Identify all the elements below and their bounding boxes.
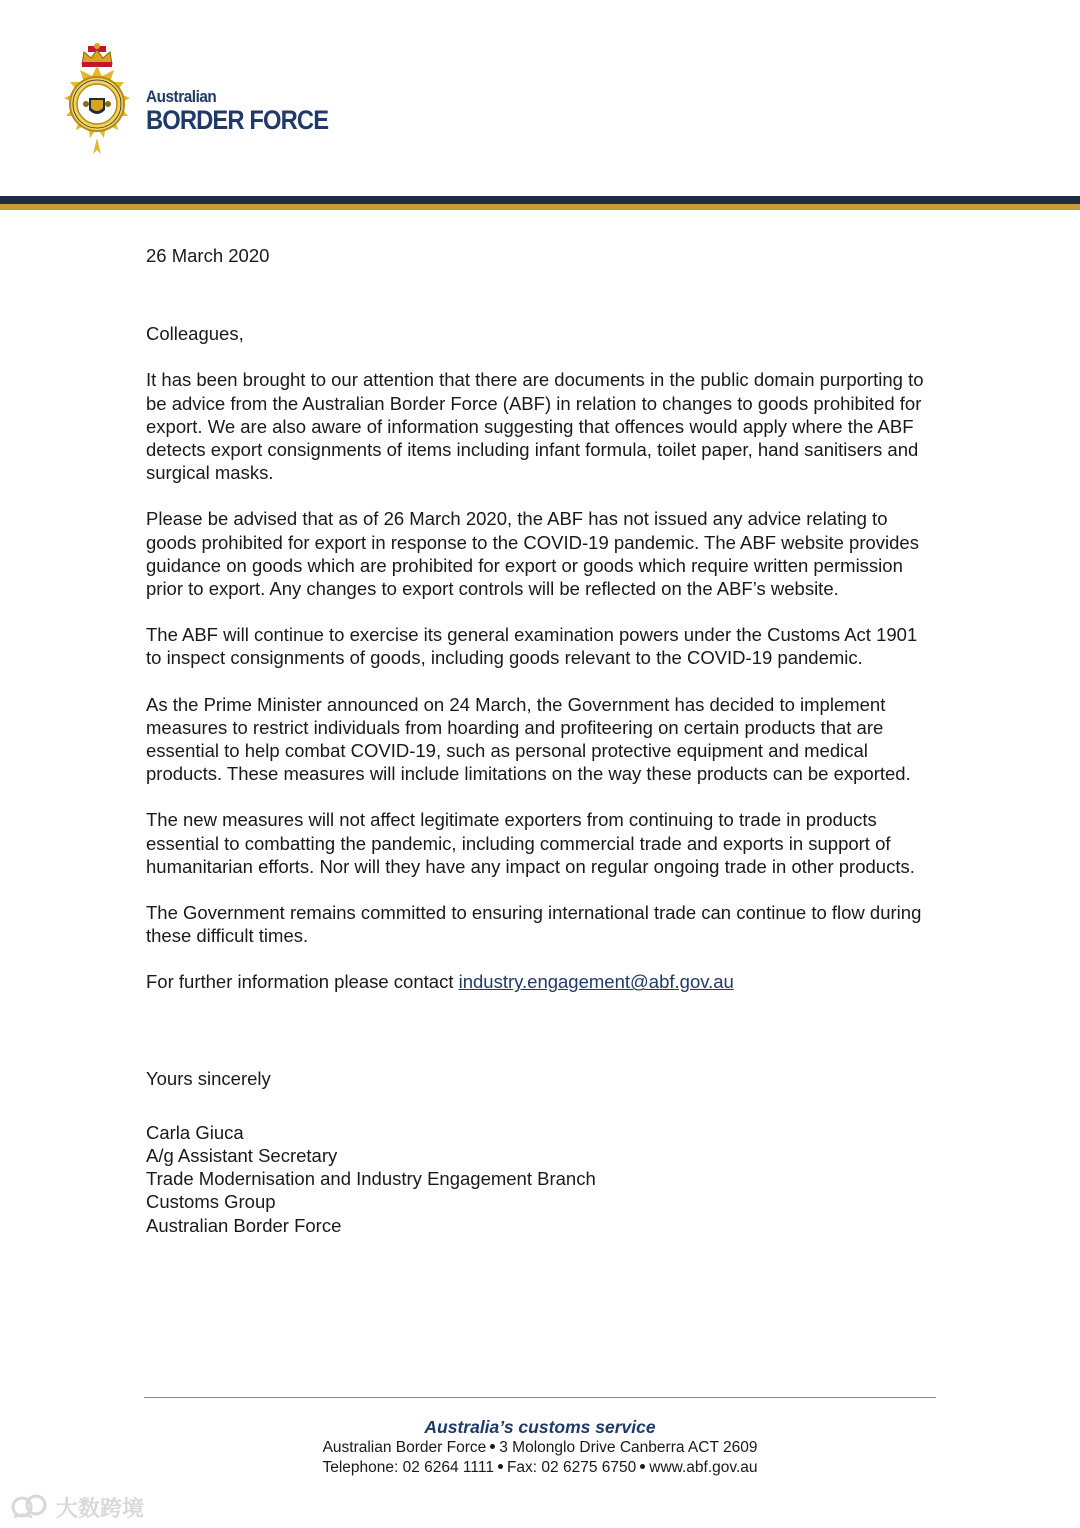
letter-salutation: Colleagues, <box>146 323 244 345</box>
footer-phone: Telephone: 02 6264 1111 <box>322 1459 494 1476</box>
contact-email-link[interactable]: industry.engagement@abf.gov.au <box>458 971 734 993</box>
signatory-name: Carla Giuca <box>146 1121 244 1143</box>
bullet-icon <box>498 1464 503 1469</box>
watermark-text: 大数跨境 <box>56 1495 145 1521</box>
closing: Yours sincerely <box>146 1067 271 1089</box>
letter-date: 26 March 2020 <box>146 245 270 266</box>
watermark <box>10 1490 144 1524</box>
signature-block <box>146 1121 936 1237</box>
letter-body <box>146 244 936 1237</box>
footer-street: 3 Molonglo Drive Canberra ACT 2609 <box>499 1439 758 1456</box>
header-rule-navy <box>0 196 1080 204</box>
footer-contact <box>0 1458 1080 1478</box>
contact-line <box>146 970 936 993</box>
footer-tagline: Australia’s customs service <box>424 1417 656 1437</box>
paragraph: The ABF will continue to exercise its general examination powers under the Customs Act 1901 to inspect consignments of goods, including goods relevant to the COVID-19 pandemic. <box>146 624 918 669</box>
footer-address <box>0 1438 1080 1458</box>
bullet-icon <box>640 1464 645 1469</box>
signatory-agency: Australian Border Force <box>146 1214 342 1236</box>
footer-website[interactable]: www.abf.gov.au <box>649 1459 758 1476</box>
watermark-logo-icon <box>10 1493 50 1521</box>
footer-divider <box>144 1397 936 1398</box>
footer <box>0 1416 1080 1478</box>
paragraph: As the Prime Minister announced on 24 March, the Government has decided to implement measures to restrict individuals from hoarding and profiteering on certain products that are essential to help combat COVID-19, such as personal protective equipment and medical products. These measures will include limitations on the way these products can be exported. <box>146 693 911 785</box>
paragraph: The new measures will not affect legitimate exporters from continuing to trade in products essential to combatting the pandemic, including commercial trade and exports in support of humanitarian efforts. Nor will they have any impact on regular ongoing trade in other products. <box>146 809 915 877</box>
footer-fax: Fax: 02 6275 6750 <box>506 1459 637 1476</box>
signatory-branch: Trade Modernisation and Industry Engagement Branch <box>146 1168 596 1190</box>
brand-top-text: Australian <box>146 87 217 106</box>
contact-prefix: For further information please contact <box>146 971 459 993</box>
signatory-title: A/g Assistant Secretary <box>146 1145 338 1167</box>
abf-crest-icon <box>58 42 136 160</box>
footer-org: Australian Border Force <box>322 1439 487 1456</box>
paragraph: The Government remains committed to ensuring international trade can continue to flow during these difficult times. <box>146 902 922 947</box>
letterhead <box>0 0 1080 196</box>
paragraph: Please be advised that as of 26 March 2020, the ABF has not issued any advice relating to goods prohibited for export in response to the COVID-19 pandemic. The ABF website provides guidance on goods which are prohibited for export or goods which require written permission prior to export. Any changes to export controls will be reflected on the ABF’s website. <box>146 508 919 600</box>
header-rule-gold <box>0 204 1080 210</box>
signatory-group: Customs Group <box>146 1191 276 1213</box>
brand-bottom-text: BORDER FORCE <box>146 105 329 135</box>
paragraph: It has been brought to our attention that there are documents in the public domain purporting to be advice from the Australian Border Force (ABF) in relation to changes to goods prohibited for export. We are also aware of information suggesting that offences would apply where the ABF detects export consignments of items including infant formula, toilet paper, hand sanitisers and surgical masks. <box>146 369 924 484</box>
bullet-icon <box>490 1444 495 1449</box>
brand-wordmark <box>146 88 353 134</box>
